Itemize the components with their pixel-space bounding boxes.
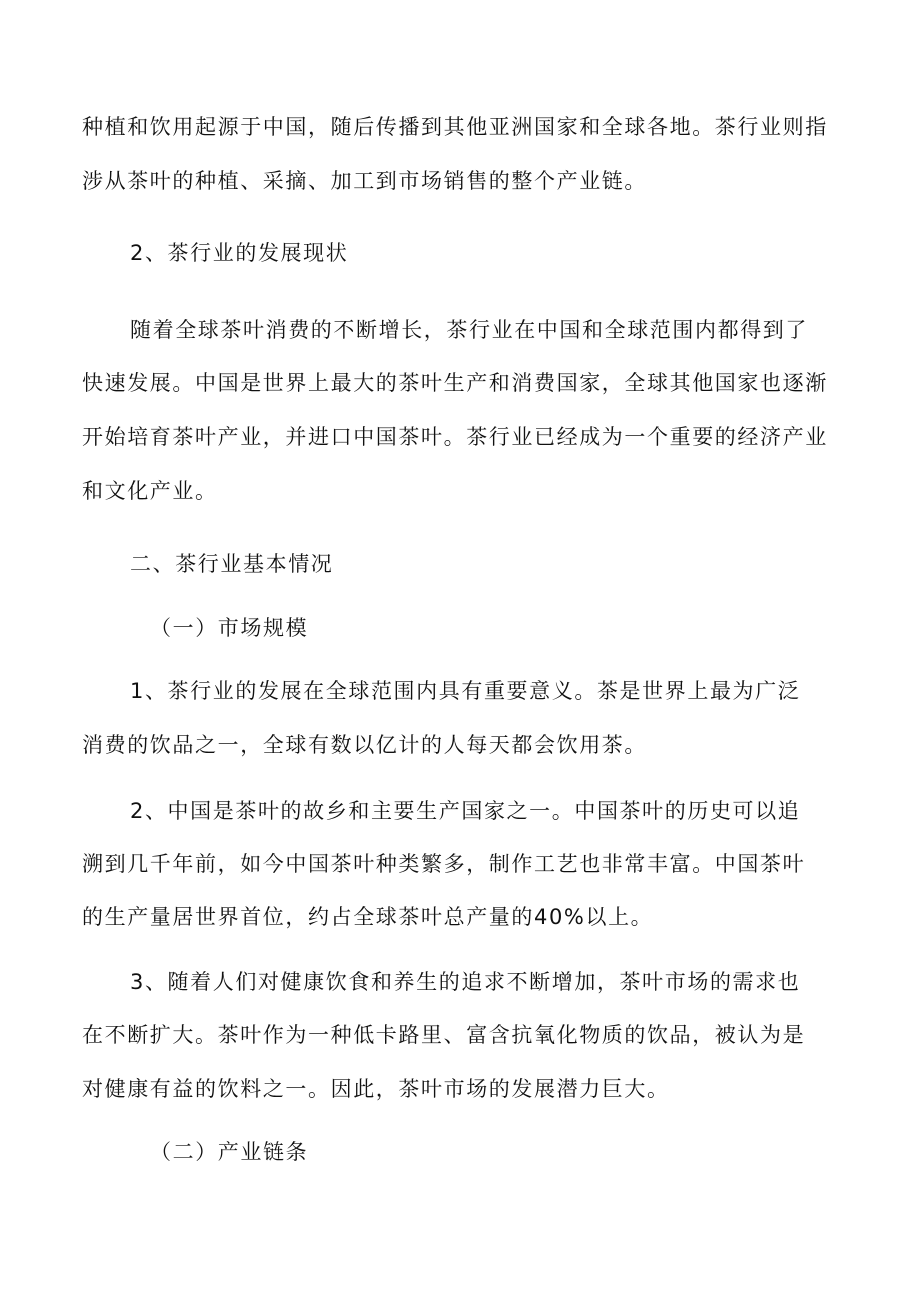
section-2-body-line-1: 随着全球茶叶消费的不断增长，茶行业在中国和全球范围内都得到了 bbox=[130, 318, 808, 342]
section-2-body-line-4: 和文化产业。 bbox=[82, 479, 218, 503]
point-1-line-2: 消费的饮品之一，全球有数以亿计的人每天都会饮用茶。 bbox=[82, 733, 647, 757]
sub-1-heading: （一）市场规模 bbox=[150, 616, 309, 640]
point-3-line-2: 在不断扩大。茶叶作为一种低卡路里、富含抗氧化物质的饮品，被认为是 bbox=[82, 1023, 806, 1047]
section-2-heading: 2、茶行业的发展现状 bbox=[130, 241, 349, 265]
point-3-line-3: 对健康有益的饮料之一。因此，茶叶市场的发展潜力巨大。 bbox=[82, 1077, 670, 1101]
section-2-body-line-2: 快速发展。中国是世界上最大的茶叶生产和消费国家，全球其他国家也逐渐 bbox=[82, 371, 828, 395]
intro-line-1: 种植和饮用起源于中国，随后传播到其他亚洲国家和全球各地。茶行业则指 bbox=[82, 115, 828, 139]
point-2-line-2: 溯到几千年前，如今中国茶叶种类繁多，制作工艺也非常丰富。中国茶叶 bbox=[82, 852, 806, 876]
section-2-body-line-3: 开始培育茶叶产业，并进口中国茶叶。茶行业已经成为一个重要的经济产业 bbox=[82, 425, 828, 449]
intro-line-2: 涉从茶叶的种植、采摘、加工到市场销售的整个产业链。 bbox=[82, 169, 647, 193]
sub-2-heading: （二）产业链条 bbox=[150, 1140, 309, 1164]
point-1-line-1: 1、茶行业的发展在全球范围内具有重要意义。茶是世界上最为广泛 bbox=[130, 679, 801, 703]
chapter-2-heading: 二、茶行业基本情况 bbox=[130, 552, 334, 576]
point-2-line-3: 的生产量居世界首位，约占全球茶叶总产量的40%以上。 bbox=[82, 905, 654, 929]
point-2-line-1: 2、中国是茶叶的故乡和主要生产国家之一。中国茶叶的历史可以追 bbox=[130, 799, 801, 823]
point-3-line-1: 3、随着人们对健康饮食和养生的追求不断增加，茶叶市场的需求也 bbox=[130, 970, 801, 994]
